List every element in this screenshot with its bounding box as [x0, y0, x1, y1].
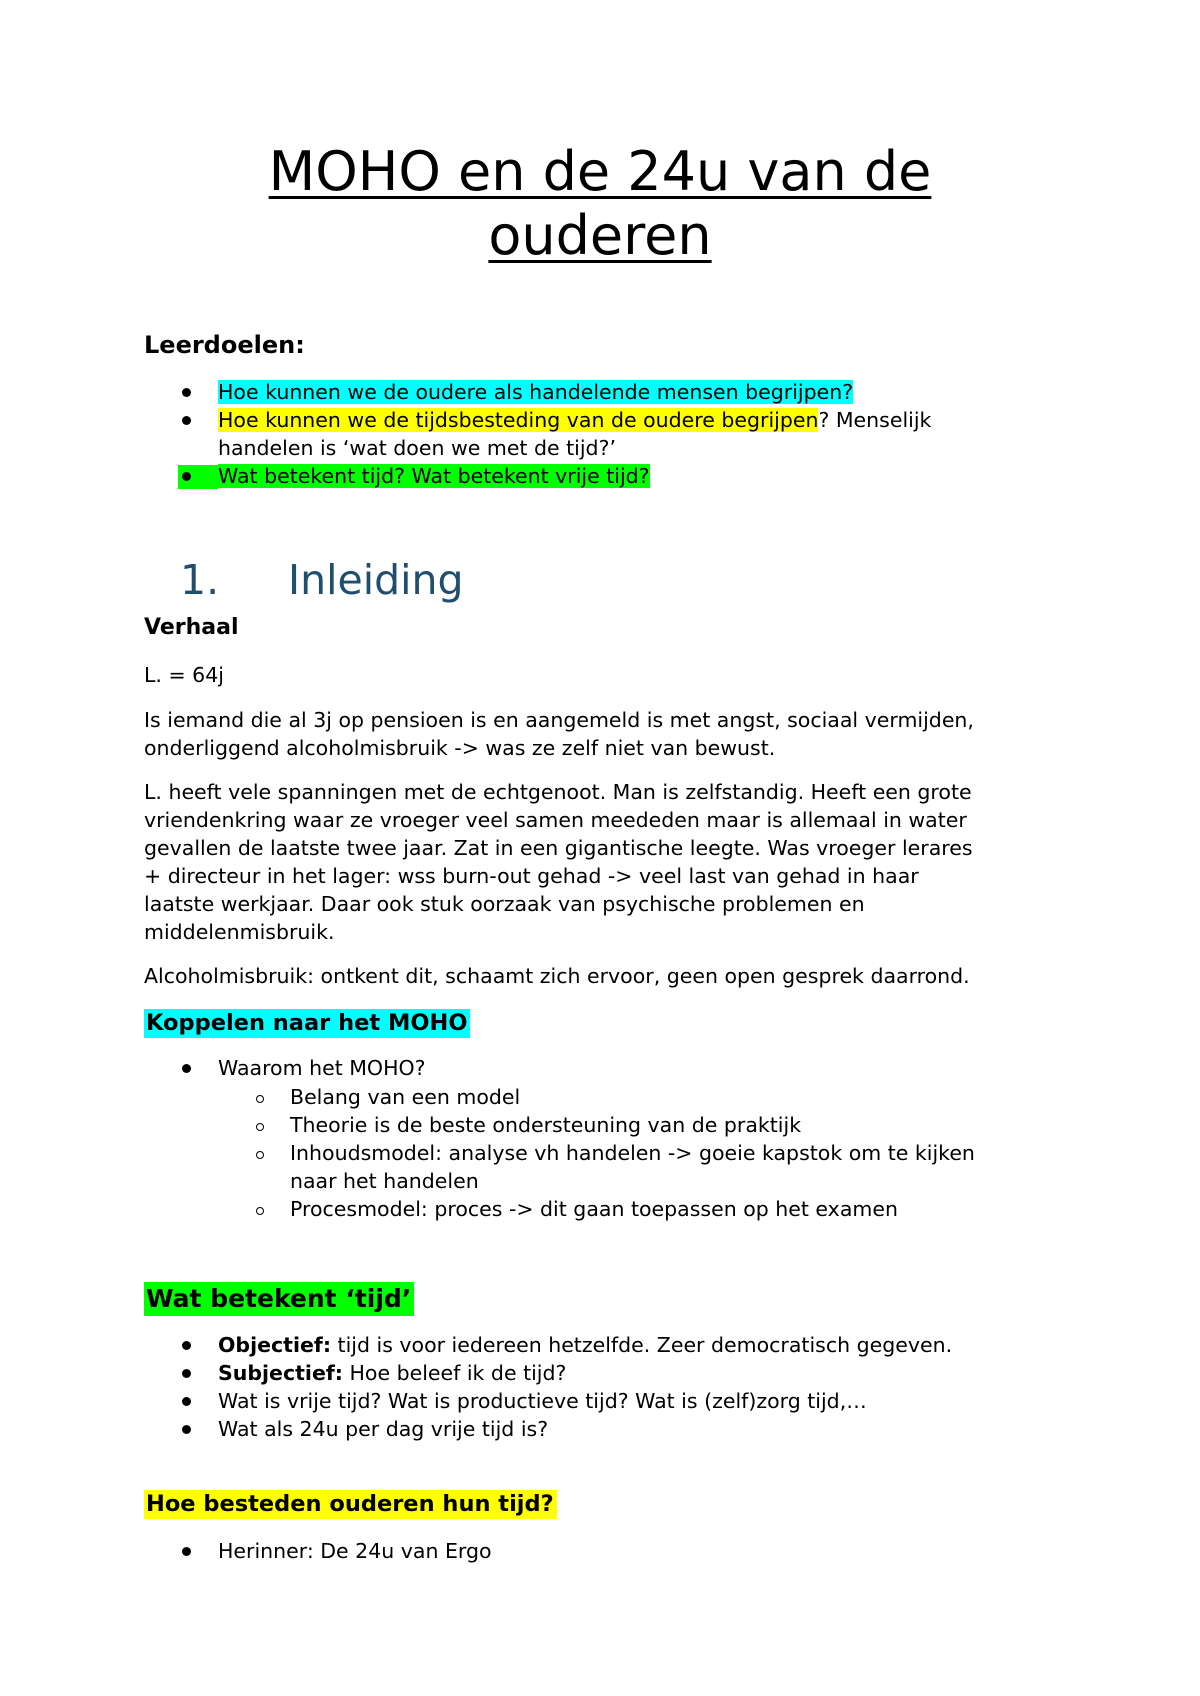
moho-heading	[144, 1008, 470, 1038]
list-item	[144, 378, 1064, 406]
bullet-icon	[182, 1547, 191, 1556]
item-text-continued: handelen is ‘wat doen we met de tijd?’	[218, 436, 616, 460]
paragraph-line: Is iemand die al 3j op pensioen is en aangemeld is met angst, sociaal vermijden,	[144, 708, 974, 732]
bullet-icon	[182, 472, 191, 481]
paragraph-line: vriendenkring waar ze vroeger veel samen meededen maar is allemaal in water	[144, 808, 967, 832]
item-text: Wat als 24u per dag vrije tijd is?	[218, 1417, 549, 1441]
title-line-2: ouderen	[488, 204, 712, 267]
besteden-list	[144, 1537, 1064, 1565]
item-text: Theorie is de beste ondersteuning van de praktijk	[290, 1113, 802, 1137]
besteden-heading	[144, 1489, 557, 1519]
item-bold-label: Objectief:	[218, 1333, 332, 1357]
bullet-icon	[182, 1397, 191, 1406]
list-item	[144, 1415, 1064, 1443]
paragraph: Alcoholmisbruik: ontkent dit, schaamt zich ervoor, geen open gesprek daarrond.	[144, 964, 970, 988]
paragraph-line: gevallen de laatste twee jaar. Zat in een gigantische leegte. Was vroeger lerares	[144, 836, 973, 860]
section-title: Inleiding	[288, 556, 464, 604]
circle-bullet-icon	[256, 1095, 264, 1103]
paragraph-line: L. heeft vele spanningen met de echtgenoot. Man is zelfstandig. Heeft een grote	[144, 780, 972, 804]
item-text: Herinner: De 24u van Ergo	[218, 1539, 492, 1563]
circle-bullet-icon	[256, 1207, 264, 1215]
tijd-heading	[144, 1284, 414, 1314]
bullet-icon	[182, 1064, 191, 1073]
item-text: Belang van een model	[290, 1085, 521, 1109]
paragraph-line: + directeur in het lager: wss burn-out gehad -> veel last van gehad in haar	[144, 864, 919, 888]
moho-sublist	[144, 1083, 1064, 1223]
title-line-1: MOHO en de 24u van de	[268, 140, 932, 203]
paragraph-line: middelenmisbruik.	[144, 920, 335, 944]
item-text: Inhoudsmodel: analyse vh handelen -> goeie kapstok om te kijken	[290, 1141, 975, 1165]
bullet-icon	[182, 1369, 191, 1378]
document-title	[0, 140, 1200, 268]
list-item	[144, 462, 1064, 490]
paragraph	[144, 706, 1064, 762]
circle-bullet-icon	[256, 1151, 264, 1159]
item-text: ? Menselijk	[818, 408, 932, 432]
list-item	[144, 1195, 1064, 1223]
list-item	[144, 1387, 1064, 1415]
list-item	[144, 1054, 1064, 1082]
list-item	[144, 1359, 1064, 1387]
highlighted-text: Wat betekent tijd? Wat betekent vrije tijd?	[218, 464, 650, 488]
verhaal-subheading: Verhaal	[144, 615, 239, 640]
highlighted-heading: Koppelen naar het MOHO	[144, 1009, 470, 1038]
item-text: Wat is vrije tijd? Wat is productieve tijd? Wat is (zelf)zorg tijd,…	[218, 1389, 867, 1413]
item-text: Procesmodel: proces -> dit gaan toepassen op het examen	[290, 1197, 898, 1221]
highlighted-text: Hoe kunnen we de tijdsbesteding van de oudere begrijpen	[218, 408, 819, 432]
item-text: Waarom het MOHO?	[218, 1056, 426, 1080]
highlighted-heading: Hoe besteden ouderen hun tijd?	[144, 1490, 557, 1519]
paragraph-line: laatste werkjaar. Daar ook stuk oorzaak van psychische problemen en	[144, 892, 865, 916]
list-item	[144, 406, 1064, 462]
list-item	[144, 1331, 1064, 1359]
section-number: 1.	[180, 556, 220, 604]
circle-bullet-icon	[256, 1123, 264, 1131]
leerdoelen-list	[144, 378, 1064, 490]
item-text: tijd is voor iedereen hetzelfde. Zeer democratisch gegeven.	[331, 1333, 953, 1357]
list-item	[144, 1083, 1064, 1111]
bullet-icon	[182, 1425, 191, 1434]
list-item	[144, 1537, 1064, 1565]
bullet-icon	[182, 416, 191, 425]
leerdoelen-heading: Leerdoelen:	[144, 331, 305, 359]
moho-list	[144, 1054, 1064, 1082]
section-heading	[180, 555, 464, 605]
tijd-list	[144, 1331, 1064, 1443]
highlighted-text: Hoe kunnen we de oudere als handelende mensen begrijpen?	[218, 380, 854, 404]
bullet-icon	[182, 388, 191, 397]
item-text-continued: naar het handelen	[290, 1169, 479, 1193]
paragraph	[144, 778, 1064, 946]
paragraph: L. = 64j	[144, 663, 224, 687]
item-bold-label: Subjectief:	[218, 1361, 343, 1385]
list-item	[144, 1111, 1064, 1139]
highlighted-heading: Wat betekent ‘tijd’	[144, 1282, 414, 1316]
list-item	[144, 1139, 1064, 1195]
item-text: Hoe beleef ik de tijd?	[342, 1361, 567, 1385]
paragraph-line: onderliggend alcoholmisbruik -> was ze zelf niet van bewust.	[144, 736, 776, 760]
bullet-icon	[182, 1341, 191, 1350]
